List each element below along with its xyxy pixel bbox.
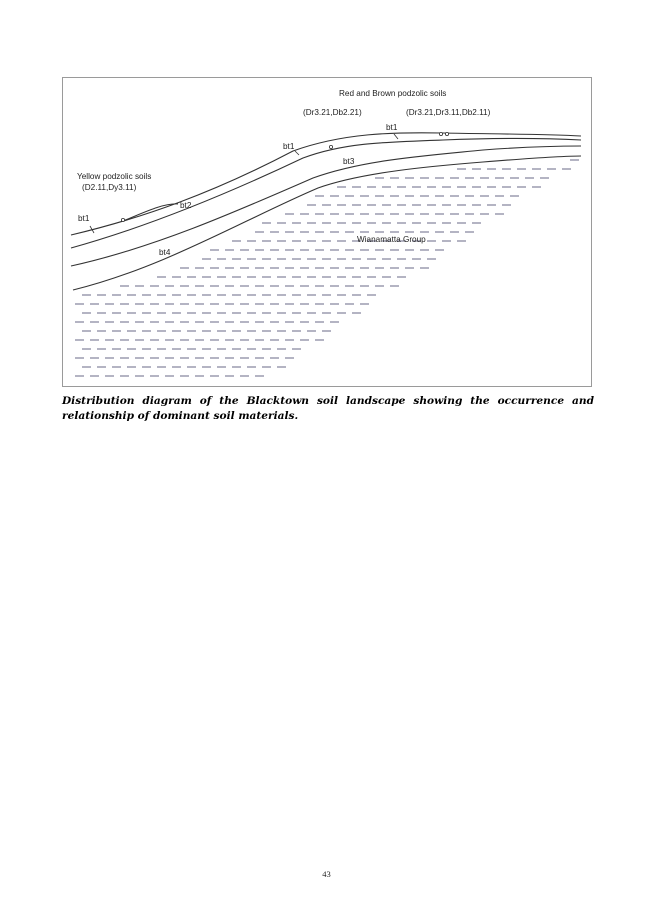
boundary-marker [445,132,448,135]
figure-caption: Distribution diagram of the Blacktown soil landscape showing the occurrence and relationship of dominant soil materials. [62,395,594,422]
boundary-marker [439,132,442,135]
page-number: 43 [322,869,331,879]
bt1-label-left: bt1 [78,214,90,223]
bt3-label: bt3 [343,157,355,166]
bt1-label-mid: bt1 [283,142,295,151]
boundary-marker [329,145,332,148]
red-brown-podzolic-title: Red and Brown podzolic soils [339,89,447,98]
bt1-leader [394,134,398,139]
bt2-lower-boundary-line [71,146,581,266]
red-brown-codes-left: (Dr3.21,Db2.21) [303,108,362,117]
bt1-label-right: bt1 [386,123,398,132]
yellow-podzolic-codes: (D2.11,Dy3.11) [82,183,137,192]
boundary-marker [121,218,124,221]
shale-hatching [75,160,579,376]
soil-distribution-diagram [62,77,592,387]
diagram-canvas [63,78,593,388]
wianamatta-group-label: Wianamatta Group [357,235,426,244]
red-brown-codes-right: (Dr3.21,Dr3.11,Db2.11) [406,108,491,117]
bt2-label: bt2 [180,201,192,210]
bt1-leader [295,151,299,155]
bt1-lower-boundary-line [71,139,581,249]
yellow-podzolic-title: Yellow podzolic soils [77,172,152,181]
bt4-label: bt4 [159,248,171,257]
